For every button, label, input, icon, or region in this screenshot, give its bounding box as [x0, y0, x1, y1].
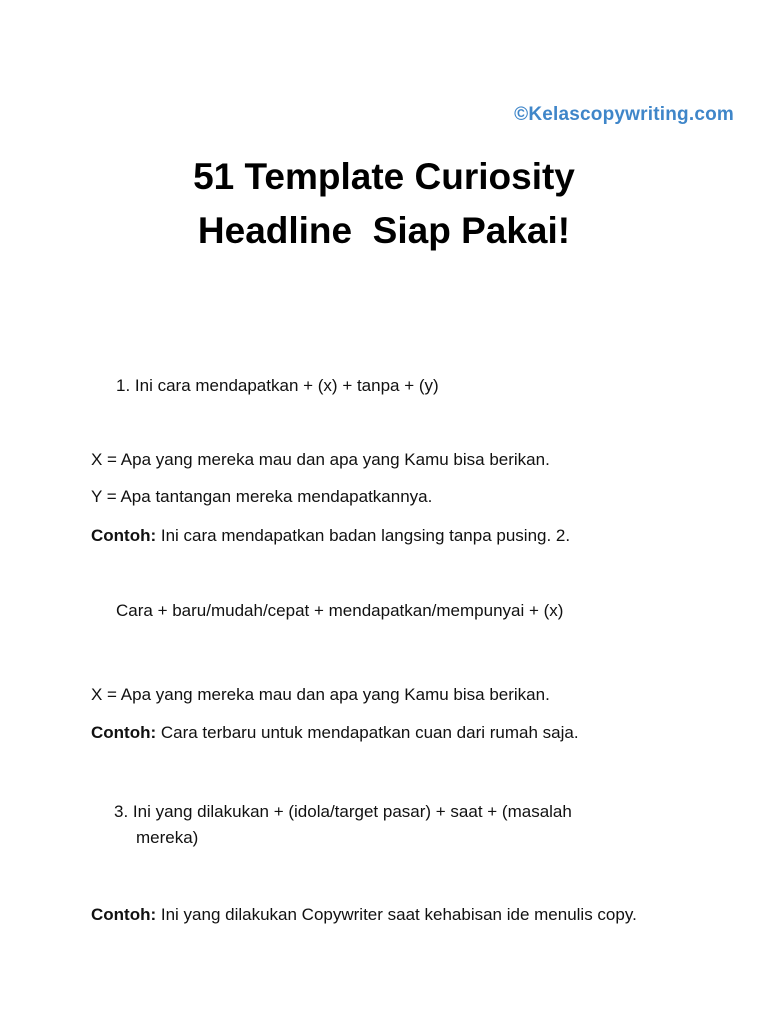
template-1-example	[91, 523, 570, 549]
watermark: ©Kelascopywriting.com	[514, 104, 734, 125]
template-1-y-definition: Y = Apa tantangan mereka mendapatkannya.	[91, 487, 433, 506]
example-text: Cara terbaru untuk mendapatkan cuan dari rumah saja.	[156, 723, 579, 742]
template-2-x-definition: X = Apa yang mereka mau dan apa yang Kamu bisa berikan.	[91, 685, 550, 704]
example-label: Contoh:	[91, 526, 157, 545]
example-label: Contoh:	[91, 905, 157, 924]
title-line-1: 51 Template Curiosity	[193, 156, 575, 197]
template-2-formula: Cara + baru/mudah/cepat + mendapatkan/mempunyai + (x)	[116, 601, 564, 620]
formula-line-2: mereka)	[136, 828, 199, 847]
template-1-formula: 1. Ini cara mendapatkan + (x) + tanpa + (y)	[116, 376, 439, 395]
example-text: Ini cara mendapatkan badan langsing tanpa pusing. 2.	[156, 526, 571, 545]
formula-line-1: 3. Ini yang dilakukan + (idola/target pasar) + saat + (masalah	[114, 802, 572, 821]
title-line-2: Headline Siap Pakai!	[197, 210, 571, 251]
template-1-x-definition: X = Apa yang mereka mau dan apa yang Kamu bisa berikan.	[91, 450, 550, 469]
template-2-example	[91, 720, 579, 746]
page-title	[0, 150, 768, 258]
example-label: Contoh:	[91, 723, 157, 742]
template-3-formula	[114, 799, 572, 851]
example-text: Ini yang dilakukan Copywriter saat kehabisan ide menulis copy.	[156, 905, 637, 924]
template-3-example	[91, 902, 637, 928]
